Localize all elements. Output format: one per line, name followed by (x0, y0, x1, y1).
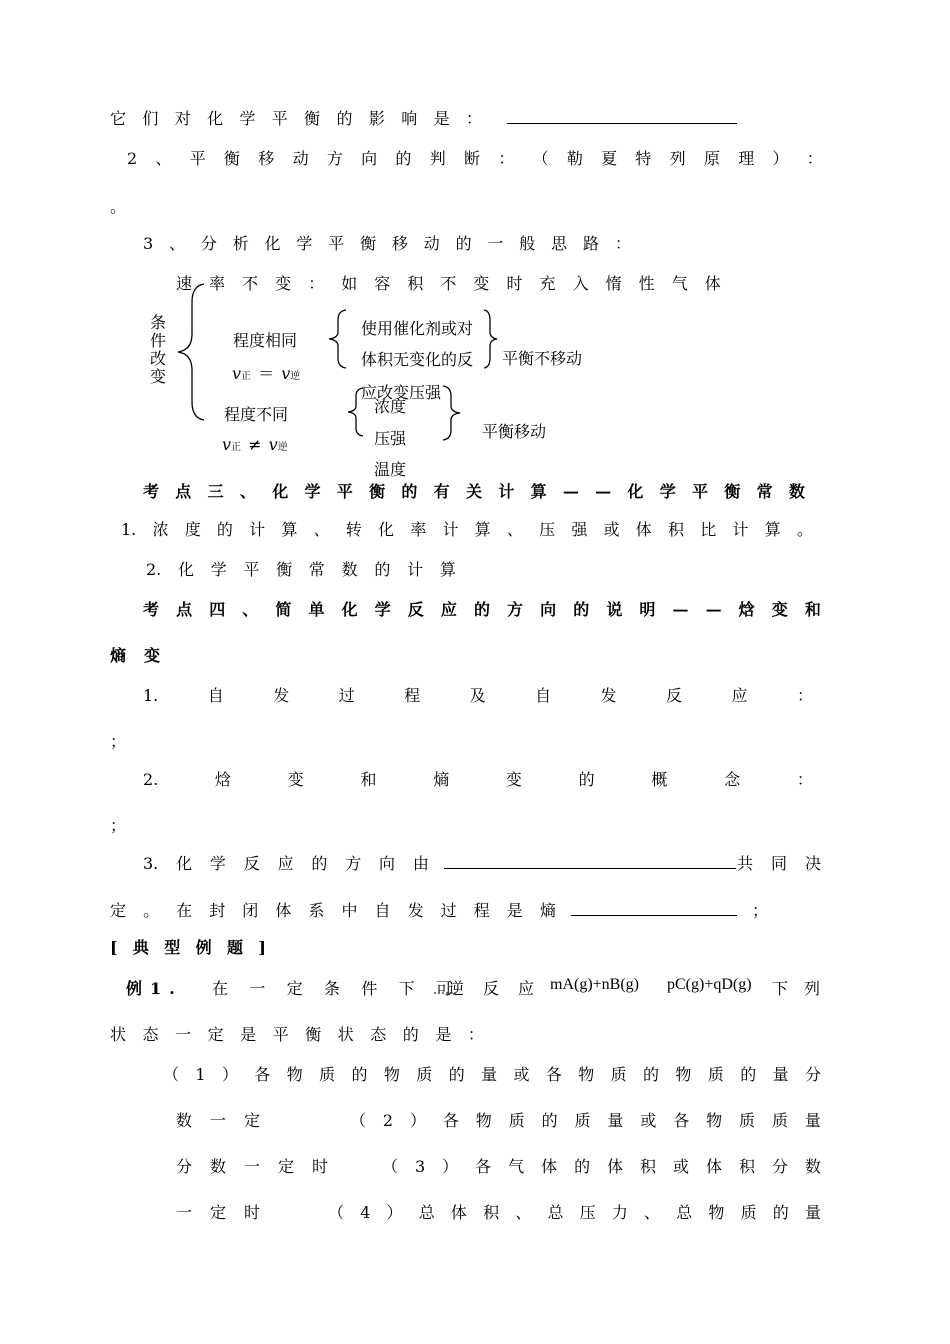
v-equal-formula: v正 ＝ v逆 (232, 364, 301, 383)
heading-section-4: 考 点 四 、 简 单 化 学 反 应 的 方 向 的 说 明 — — 焓 变 和 (143, 600, 821, 619)
condition-change-label: 条件改变 (150, 313, 167, 386)
blank-underline-3 (571, 914, 737, 916)
lower-brace-right (441, 384, 463, 442)
option-4a: （ 4 ） 总 体 积 、 总 压 力 、 总 物 质 的 量 (328, 1203, 821, 1222)
blank-underline-2 (444, 867, 736, 869)
example-1-text-b: 逆 反 应 (448, 979, 534, 998)
rate-unchanged-text: 速 率 不 变 ： 如 容 积 不 变 时 充 入 惰 性 气 体 (176, 274, 721, 293)
lower-brace-left (345, 386, 365, 438)
v-not-equal-formula: v正 ≠ v逆 (222, 435, 288, 454)
line-direction-judgement: 2 、 平 衡 移 动 方 向 的 判 断 ： （ 勒 夏 特 列 原 理 ） ： (127, 149, 823, 168)
example-1-text-a: 在 一 定 条 件 下 可 (212, 979, 452, 998)
same-degree-label: 程度相同 (233, 331, 298, 350)
pressure-change-text: 应改变压强 (361, 383, 442, 402)
heading-section-3: 考 点 三 、 化 学 平 衡 的 有 关 计 算 — — 化 学 平 衡 常 数 (143, 482, 805, 501)
line-analysis-approach: 3 、 分 析 化 学 平 衡 移 动 的 一 般 思 路 ： (143, 234, 631, 253)
left-brace (172, 282, 208, 422)
temperature-label: 温度 (374, 460, 407, 479)
option-2b: 分 数 一 定 时 (176, 1157, 328, 1176)
shift-label: 平衡移动 (482, 422, 547, 441)
option-1a: （ 1 ） 各 物 质 的 物 质 的 量 或 各 物 质 的 物 质 的 量 分 (163, 1065, 821, 1084)
item-4-3-cont: 定 。 在 封 闭 体 系 中 自 发 过 程 是 熵 (110, 901, 556, 920)
item-3-2: 2. 化 学 平 衡 常 数 的 计 算 (146, 560, 456, 579)
volume-same-text: 体积无变化的反 (361, 350, 474, 369)
item-4-3-before: 3. 化 学 反 应 的 方 向 由 (143, 854, 429, 873)
mid-brace-left (326, 308, 348, 370)
option-3b: 一 定 时 (176, 1203, 260, 1222)
no-shift-label: 平衡不移动 (502, 349, 583, 368)
item-3-1: 1. 浓 度 的 计 算 、 转 化 率 计 算 、 压 强 或 体 积 比 计 算 。 (121, 520, 813, 539)
option-3a: （ 3 ） 各 气 体 的 体 积 或 体 积 分 数 (382, 1157, 821, 1176)
item-4-2: 2. 焓 变 和 熵 变 的 概 念 ： (143, 770, 813, 789)
item-4-1: 1. 自 发 过 程 及 自 发 反 应 ： (143, 686, 813, 705)
example-1-line-2: 状 态 一 定 是 平 衡 状 态 的 是 ： (110, 1025, 484, 1044)
reaction-left: mA(g)+nB(g) (550, 976, 640, 993)
option-2a: （ 2 ） 各 物 质 的 质 量 或 各 物 质 质 量 (350, 1111, 821, 1130)
item-4-1-cont: ； (110, 732, 127, 751)
mid-brace-right (482, 308, 500, 370)
option-1b: 数 一 定 (176, 1111, 260, 1130)
line-effect-text: 它 们 对 化 学 平 衡 的 影 响 是 ： (110, 109, 482, 128)
reaction-right: pC(g)+qD(g) (667, 976, 752, 993)
heading-section-4-cont: 熵 变 (110, 646, 160, 665)
concentration-label: 浓度 (374, 397, 407, 416)
example-1-text-c: 下 列 (772, 979, 820, 998)
blank-underline (507, 122, 737, 124)
typical-examples-heading: [ 典 型 例 题 ] (110, 938, 266, 957)
catalyst-text: 使用催化剂或对 (361, 319, 474, 338)
pressure-label: 压强 (374, 429, 407, 448)
example-1-label: 例1. (126, 979, 183, 998)
item-4-3-after: 共 同 决 (737, 854, 821, 873)
item-4-2-cont: ； (110, 816, 127, 835)
period-mark: 。 (110, 197, 127, 216)
diff-degree-label: 程度不同 (224, 405, 289, 424)
item-4-3-end: ； (752, 901, 769, 920)
